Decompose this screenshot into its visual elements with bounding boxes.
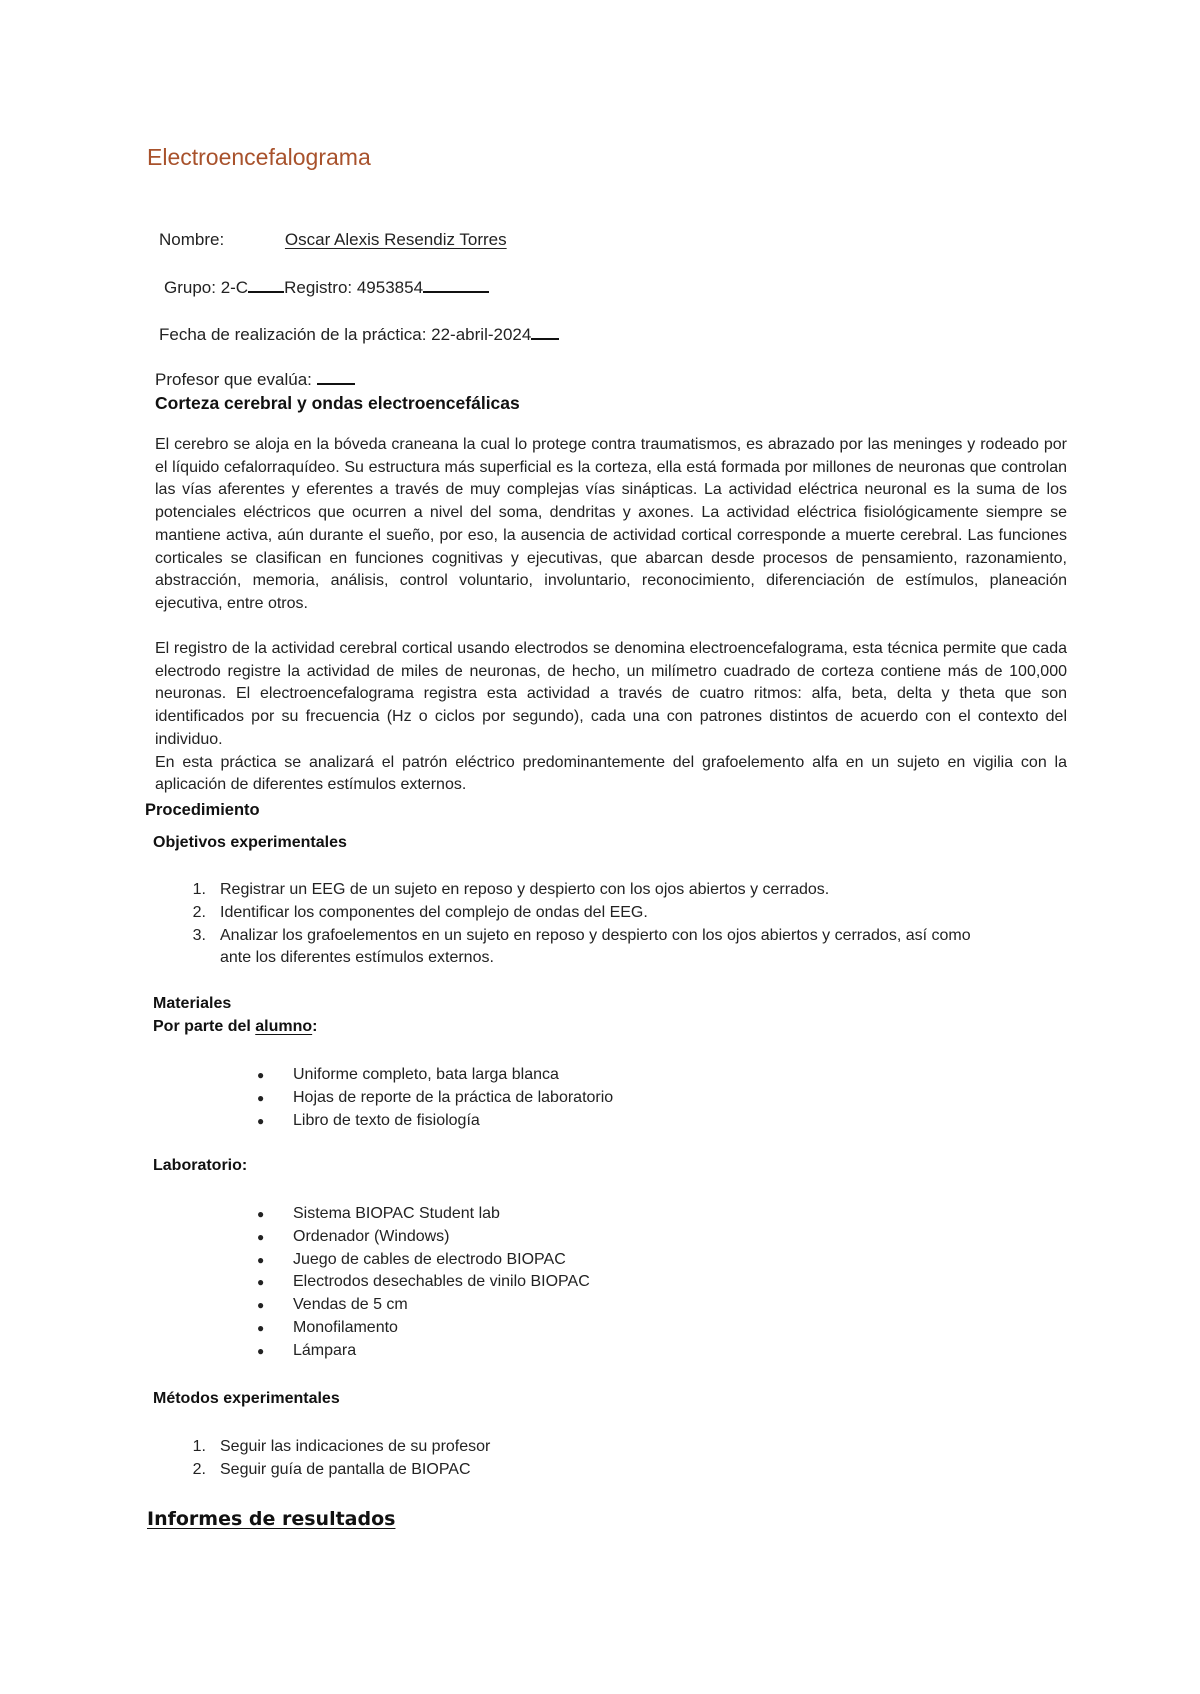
bullet-icon: ● bbox=[257, 1298, 265, 1313]
bullet-icon: ● bbox=[257, 1068, 265, 1082]
bullet-icon: ● bbox=[257, 1090, 265, 1105]
objetivos-list bbox=[192, 879, 971, 970]
section-heading-corteza: Corteza cerebral y ondas electroencefálicas bbox=[155, 393, 520, 413]
registro-label: Registro: 4953854 bbox=[284, 278, 424, 297]
list-item: ● Monofilamento bbox=[293, 1317, 590, 1340]
metodos-heading: Métodos experimentales bbox=[153, 1390, 340, 1407]
bullet-icon: ● bbox=[257, 1275, 265, 1290]
list-item: ● Juego de cables de electrodo BIOPAC bbox=[293, 1249, 590, 1272]
fecha-field bbox=[159, 324, 559, 345]
bullet-icon: ● bbox=[257, 1320, 265, 1335]
list-item: 1. Seguir las indicaciones de su profesor bbox=[192, 1438, 491, 1455]
list-item: ● Uniforme completo, bata larga blanca bbox=[293, 1064, 613, 1087]
list-item: 2. Seguir guía de pantalla de BIOPAC bbox=[192, 1460, 471, 1478]
procedimiento-heading: Procedimiento bbox=[145, 801, 260, 819]
laboratorio-materials-list bbox=[257, 1203, 590, 1363]
metodos-list bbox=[192, 1436, 491, 1482]
registro-blank bbox=[423, 277, 489, 293]
fecha-blank bbox=[531, 324, 559, 340]
grupo-registro-field bbox=[164, 277, 489, 298]
bullet-icon: ● bbox=[257, 1229, 265, 1244]
paragraph-3: En esta práctica se analizará el patrón eléctrico predominantemente del grafoelemento alfa en un sujeto en vigilia con la aplicación de diferentes estímulos externos. bbox=[155, 753, 1067, 794]
paragraph-corteza bbox=[155, 434, 1067, 616]
list-item: 3. Analizar los grafoelementos en un sujeto en reposo y despierto con los ojos abiertos y cerrados, así como ante los diferentes estímulos externos. bbox=[192, 926, 971, 967]
alumno-heading: Por parte del alumno: bbox=[153, 1018, 318, 1035]
profesor-label: Profesor que evalúa: bbox=[155, 370, 312, 389]
list-item: ● Vendas de 5 cm bbox=[293, 1294, 590, 1317]
bullet-icon: ● bbox=[257, 1207, 265, 1221]
bullet-icon: ● bbox=[257, 1343, 265, 1358]
profesor-field bbox=[155, 369, 355, 390]
informes-heading: Informes de resultados bbox=[147, 1508, 396, 1530]
bullet-icon: ● bbox=[257, 1252, 265, 1267]
document-title: Electroencefalograma bbox=[147, 144, 371, 170]
paragraph-registro bbox=[155, 638, 1067, 797]
materiales-heading: Materiales bbox=[153, 995, 232, 1012]
list-item: ● Lámpara bbox=[293, 1340, 590, 1363]
bullet-icon: ● bbox=[257, 1113, 265, 1128]
objetivos-heading: Objetivos experimentales bbox=[153, 834, 347, 851]
grupo-label: Grupo: 2-C bbox=[164, 278, 249, 297]
fecha-label: Fecha de realización de la práctica: 22-abril-2024 bbox=[159, 325, 532, 344]
list-item: 2. Identificar los componentes del complejo de ondas del EEG. bbox=[192, 903, 648, 921]
alumno-materials-list bbox=[257, 1064, 614, 1132]
list-item: ● Ordenador (Windows) bbox=[293, 1226, 590, 1249]
laboratorio-heading: Laboratorio: bbox=[153, 1157, 248, 1174]
list-item: ● Sistema BIOPAC Student lab bbox=[293, 1203, 590, 1226]
profesor-blank bbox=[317, 369, 355, 385]
paragraph-1: El cerebro se aloja en la bóveda craneana la cual lo protege contra traumatismos, es abrazado por las meninges y rodeado por el líquido cefalorraquídeo. Su estructura más superficial es la corteza, ella está formada por millones de neuronas que controlan las vías aferentes y eferentes a través de muy complejas vías sinápticas. La actividad eléctrica neuronal es la suma de los potenciales eléctricos que ocurren a nivel del soma, dendritas y axones. La actividad eléctrica fisiológicamente siempre se mantiene activa, aún durante el sueño, por eso, la ausencia de actividad cortical corresponde a muerte cerebral. Las funciones corticales se clasifican en funciones cognitivas y ejecutivas, que abarcan desde procesos de pensamiento, razonamiento, abstracción, memoria, análisis, control voluntario, involuntario, reconocimiento, diferenciación de estímulos, planeación ejecutiva, entre otros. bbox=[155, 436, 1067, 612]
nombre-label: Nombre: bbox=[159, 230, 225, 249]
grupo-blank bbox=[248, 277, 284, 293]
nombre-field bbox=[159, 230, 507, 250]
list-item: ● Electrodos desechables de vinilo BIOPAC bbox=[293, 1271, 590, 1294]
list-item: ● Libro de texto de fisiología bbox=[293, 1110, 613, 1133]
list-item: ● Hojas de reporte de la práctica de laboratorio bbox=[293, 1087, 613, 1110]
list-item: 1. Registrar un EEG de un sujeto en reposo y despierto con los ojos abiertos y cerrados. bbox=[192, 881, 830, 898]
paragraph-2: El registro de la actividad cerebral cortical usando electrodos se denomina electroencefalograma, esta técnica permite que cada electrodo registre la actividad de miles de neuronas, de hecho, un milímetro cuadrado de corteza contiene más de 100,000 neuronas. El electroencefalograma registra esta actividad a través de cuatro ritmos: alfa, beta, delta y theta que son identificados por su frecuencia (Hz o ciclos por segundo), cada una con patrones distintos de acuerdo con el contexto del individuo. bbox=[155, 640, 1067, 748]
nombre-value: Oscar Alexis Resendiz Torres bbox=[284, 230, 507, 249]
